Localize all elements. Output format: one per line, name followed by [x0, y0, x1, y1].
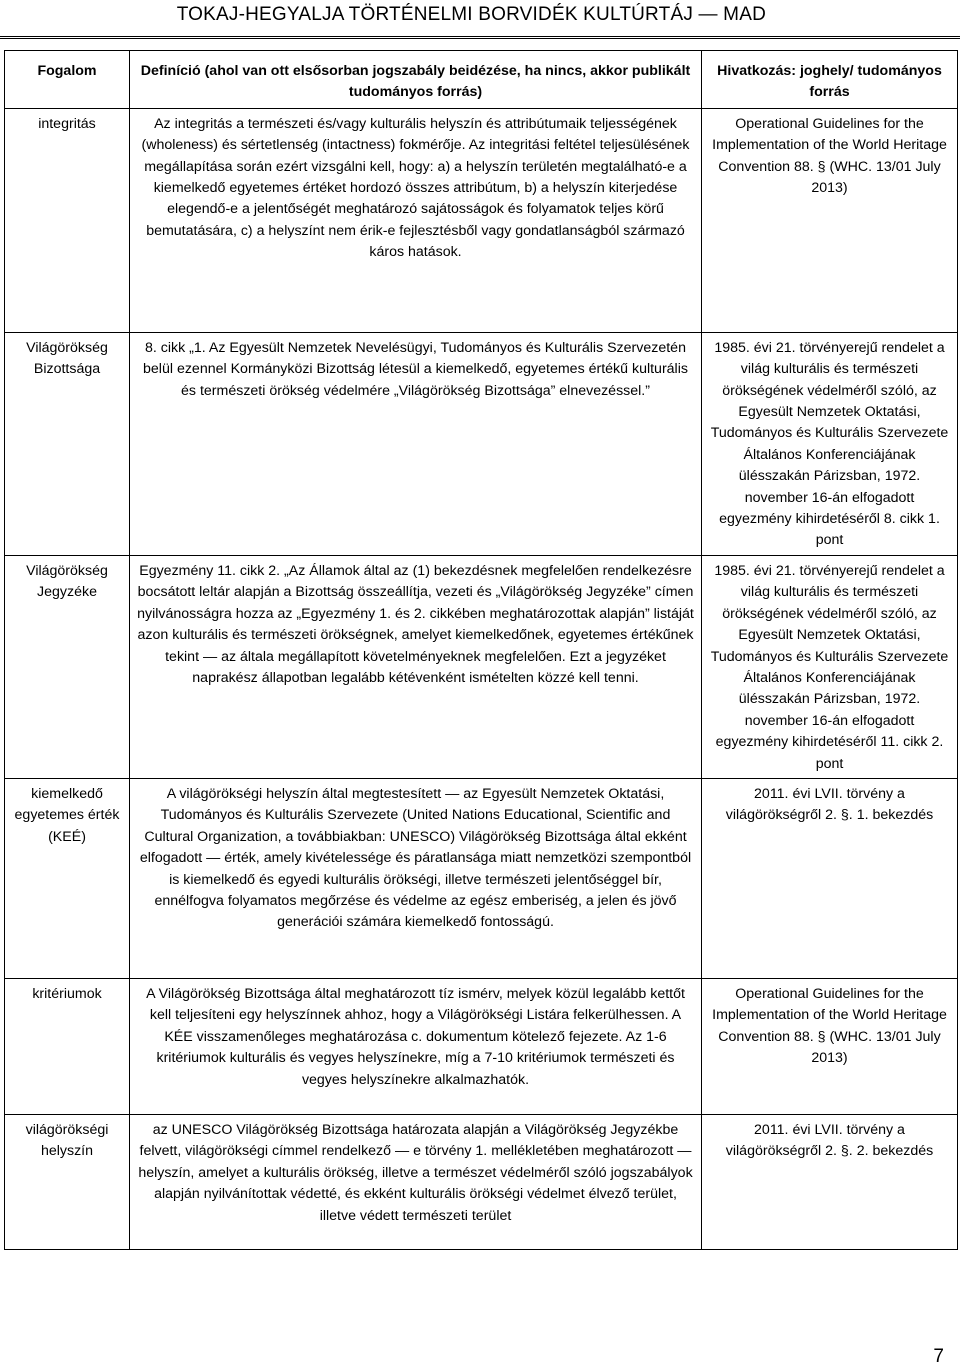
header-divider [0, 36, 960, 39]
header-term: Fogalom [5, 51, 130, 109]
table-row [5, 1114, 958, 1249]
definition-cell: A világörökségi helyszín által megtestesített — az Egyesült Nemzetek Oktatási, Tudományos és Kulturális Szervezete (United Nations Educational, Scientific and Cultural Organization, a továbbiakban: UNESCO) Világörökség Bizottsága által ekként elfogadott — érték, amely kivételessége és páratlansága miatt nemzetközi szempontból is kiemelkedő és egyedi kulturális örökségi, illetve természeti jelentőséggel bír, ennélfogva folyamatos megőrzése és védelme az egész emberiség, a jelen és jövő generációi számára kiemelkedő fontosságú. [130, 778, 702, 978]
definition-cell: 8. cikk „1. Az Egyesült Nemzetek Nevelésügyi, Tudományos és Kulturális Szervezetén belül ezennel Kormányközi Bizottság létesül a kiemelkedő, egyetemes értékű kulturális és természeti örökség védelmére „Világörökség Bizottsága” elnevezéssel.” [130, 332, 702, 555]
definition-cell: az UNESCO Világörökség Bizottsága határozata alapján a Világörökség Jegyzékbe felvett, világörökségi címmel rendelkező — e törvény 1. mellékletében meghatározott — helyszín, amelyet a kulturális örökség, illetve a természet védelméről szóló jogszabályok alapján nyilvánítottak védetté, és ekként kulturális örökségi védelmet élvező terület, illetve védett természeti terület [130, 1114, 702, 1249]
term-cell: kritériumok [5, 978, 130, 1114]
term-cell: világörökségi helyszín [5, 1114, 130, 1249]
term-cell: Világörökség Bizottsága [5, 332, 130, 555]
table-header-row [5, 51, 958, 109]
table-row [5, 332, 958, 555]
term-cell: Világörökség Jegyzéke [5, 555, 130, 778]
term-cell: integritás [5, 108, 130, 332]
reference-cell: 1985. évi 21. törvényerejű rendelet a világ kulturális és természeti örökségének védelméről szóló, az Egyesült Nemzetek Oktatási, Tudományos és Kulturális Szervezete Általános Konferenciájának ülésszakán Párizsban, 1972. november 16-án elfogadott egyezmény kihirdetéséről 8. cikk 1. pont [702, 332, 958, 555]
table-row [5, 978, 958, 1114]
reference-cell: Operational Guidelines for the Implementation of the World Heritage Convention 88. § (WHC. 13/01 July 2013) [702, 978, 958, 1114]
header-definition: Definíció (ahol van ott elsősorban jogszabály beidézése, ha nincs, akkor publikált tudományos forrás) [130, 51, 702, 109]
reference-cell: 2011. évi LVII. törvény a világörökségről 2. §. 2. bekezdés [702, 1114, 958, 1249]
table-row [5, 555, 958, 778]
reference-cell: Operational Guidelines for the Implementation of the World Heritage Convention 88. § (WHC. 13/01 July 2013) [702, 108, 958, 332]
term-cell: kiemelkedő egyetemes érték (KEÉ) [5, 778, 130, 978]
table-row [5, 108, 958, 332]
glossary-table [4, 50, 958, 1250]
definition-cell: A Világörökség Bizottsága által meghatározott tíz ismérv, melyek közül legalább kettőt kell teljesíteni egy helyszínnek ahhoz, hogy a Világörökségi Listára felkerülhessen. A KÉE visszamenőleges meghatározása c. dokumentum kötelező fejezete. Az 1-6 kritériumok kulturális és vegyes helyszínekre, míg a 7-10 kritériumok természeti és vegyes helyszínekre alkalmazhatók. [130, 978, 702, 1114]
page-header [0, 2, 960, 40]
definition-cell: Az integritás a természeti és/vagy kulturális helyszín és attribútumaik teljességének (wholeness) és sértetlenség (intactness) fokmérője. Az integritási feltétel teljesülésének megállapítása során ezért vizsgálni kell, hogy: a) a helyszín területén megtalálható-e a kiemelkedő egyetemes értéket hordozó összes attribútum, b) a helyszín kiterjedése elegendő-e a jelentőségét meghatározó sajátosságok és folyamatok teljes körű bemutatására, c) a helyszínt nem érik-e fejlesztésből vagy gondatlanságból származó káros hatások. [130, 108, 702, 332]
page-number: 7 [933, 1346, 944, 1367]
header-title: TOKAJ-HEGYALJA TÖRTÉNELMI BORVIDÉK KULTÚRTÁJ — MAD [176, 4, 766, 25]
reference-cell: 1985. évi 21. törvényerejű rendelet a világ kulturális és természeti örökségének védelméről szóló, az Egyesült Nemzetek Oktatási, Tudományos és Kulturális Szervezete Általános Konferenciájának ülésszakán Párizsban, 1972. november 16-án elfogadott egyezmény kihirdetéséről 11. cikk 2. pont [702, 555, 958, 778]
table-row [5, 778, 958, 978]
header-reference: Hivatkozás: joghely/ tudományos forrás [702, 51, 958, 109]
reference-cell: 2011. évi LVII. törvény a világörökségről 2. §. 1. bekezdés [702, 778, 958, 978]
definition-cell: Egyezmény 11. cikk 2. „Az Államok által az (1) bekezdésnek megfelelően rendelkezésre bocsátott leltár alapján a Bizottság összeállítja, vezeti és „Világörökség Jegyzéke” címen nyilvánosságra hozza az „Egyezmény 1. és 2. cikkében meghatározottak alapján” listáját azon kulturális és természeti örökségnek, amelyet kiemelkedőnek, egyetemes értékűnek tekint — az általa megállapított követelményeknek megfelelően. Ezt a jegyzéket naprakész állapotban legalább kétévenként ismételten közzé kell tenni. [130, 555, 702, 778]
